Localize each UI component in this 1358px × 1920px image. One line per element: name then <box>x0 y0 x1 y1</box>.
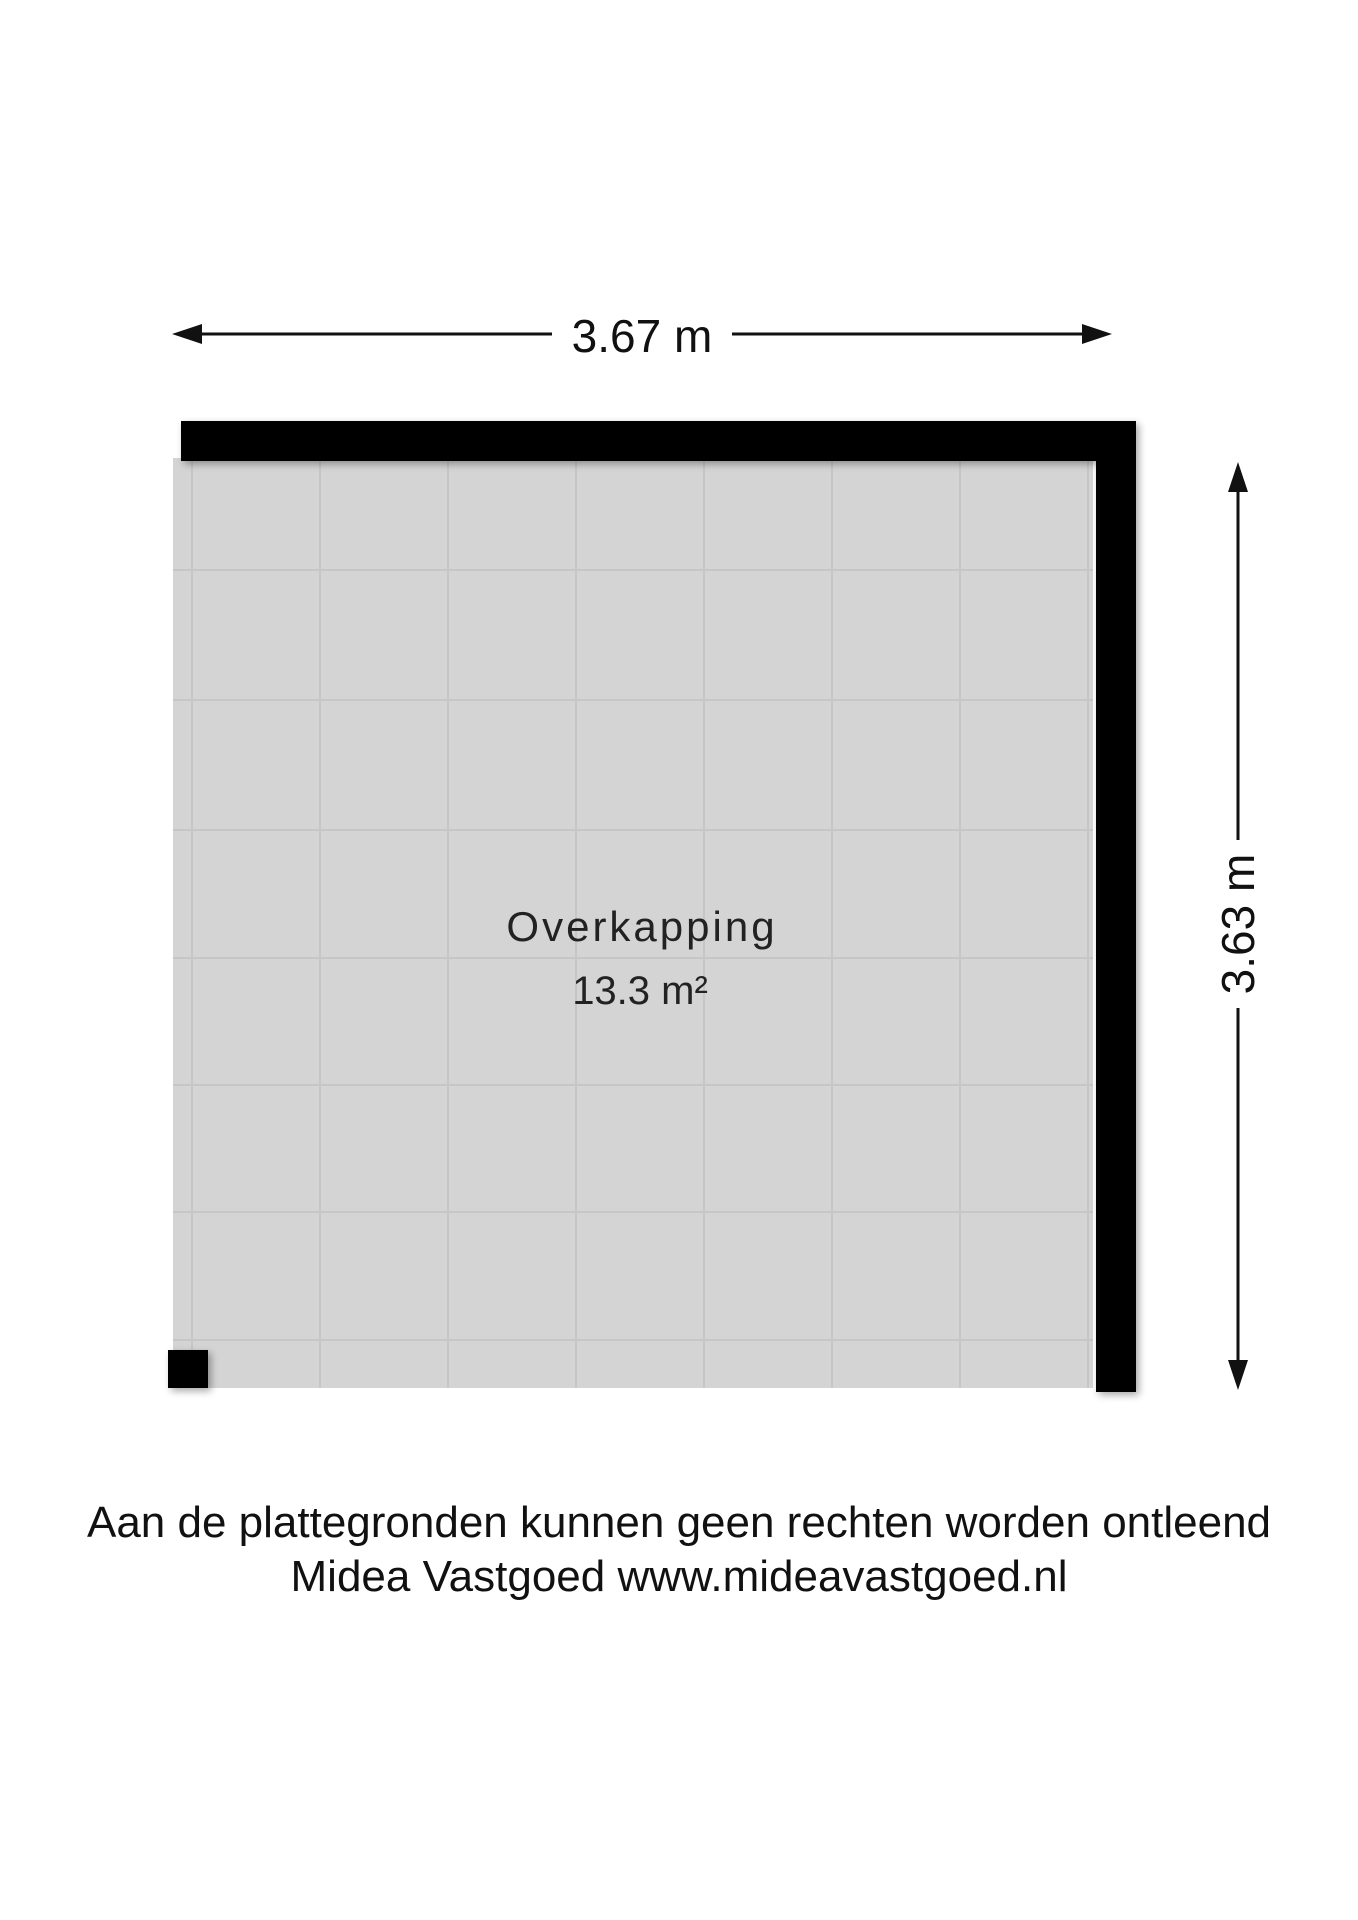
height-dimension <box>1212 462 1264 1390</box>
arrow-right-icon <box>1082 324 1112 344</box>
company-text: Midea Vastgoed www.mideavastgoed.nl <box>290 1552 1068 1601</box>
width-dimension <box>172 310 1112 362</box>
arrow-left-icon <box>172 324 202 344</box>
room-area: 13.3 m² <box>572 969 708 1013</box>
height-label: 3.63 m <box>1212 853 1264 995</box>
top-wall <box>181 421 1136 461</box>
right-wall <box>1096 421 1136 1392</box>
width-label: 3.67 m <box>571 310 713 362</box>
arrow-up-icon <box>1228 462 1248 492</box>
corner-post <box>168 1350 208 1388</box>
room-name: Overkapping <box>506 903 778 950</box>
disclaimer-text: Aan de plattegronden kunnen geen rechten worden ontleend <box>86 1498 1272 1547</box>
arrow-down-icon <box>1228 1360 1248 1390</box>
